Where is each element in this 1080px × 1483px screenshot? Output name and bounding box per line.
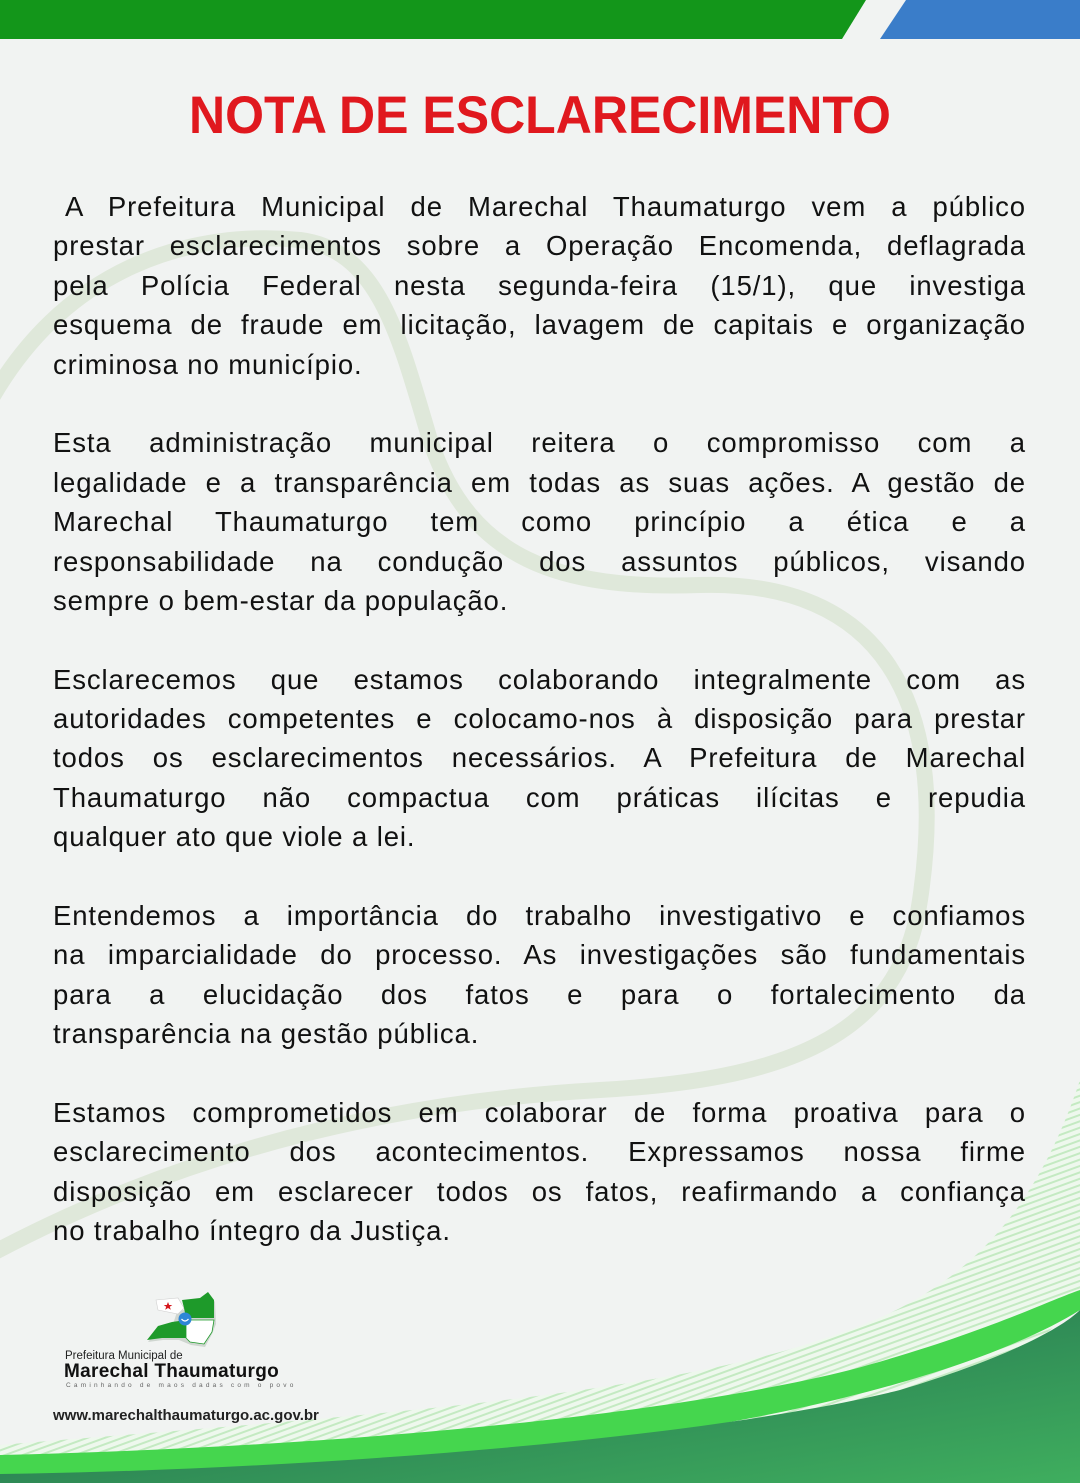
text-line: A Prefeitura Municipal de Marechal Thaumaturgo vem a público bbox=[65, 191, 1026, 222]
text-line: autoridades competentes e colocamo-nos à disposição para prestar bbox=[53, 703, 1026, 735]
text-line: Entendemos a importância do trabalho investigativo e confiamos bbox=[53, 900, 1026, 932]
text-line: esquema de fraude em licitação, lavagem de capitais e organização bbox=[53, 309, 1026, 341]
text-line: na imparcialidade do processo. As investigações são fundamentais bbox=[53, 939, 1026, 971]
website-link[interactable]: www.marechalthaumaturgo.ac.gov.br bbox=[53, 1407, 319, 1424]
acre-map-flag-logo-icon bbox=[142, 1288, 222, 1348]
logo-tagline: Caminhando de maos dadas com o povo bbox=[66, 1382, 297, 1389]
text-line: Marechal Thaumaturgo tem como princípio a ética e a bbox=[53, 506, 1026, 538]
text-line: Thaumaturgo não compactua com práticas ilícitas e repudia bbox=[53, 781, 1026, 813]
text-line: responsabilidade na condução dos assuntos públicos, visando bbox=[53, 545, 1026, 577]
text-line: disposição em esclarecer todos os fatos, reafirmando a confiança bbox=[53, 1175, 1026, 1207]
text-line: Esclarecemos que estamos colaborando integralmente com as bbox=[53, 663, 1026, 695]
paragraph bbox=[53, 423, 1026, 620]
text-line: legalidade e a transparência em todas as suas ações. A gestão de bbox=[53, 466, 1026, 498]
logo-line1: Prefeitura Municipal de bbox=[65, 1350, 183, 1362]
logo-blue-emblem bbox=[179, 1313, 192, 1326]
page-title: NOTA DE ESCLARECIMENTO bbox=[189, 85, 891, 145]
text-line: Estamos comprometidos em colaborar de forma proativa para o bbox=[53, 1096, 1026, 1128]
text-line: prestar esclarecimentos sobre a Operação Encomenda, deflagrada bbox=[53, 230, 1026, 262]
text-line: Esta administração municipal reitera o compromisso com a bbox=[53, 427, 1026, 459]
text-line: transparência na gestão pública. bbox=[53, 1018, 480, 1050]
paragraph bbox=[53, 660, 1026, 857]
top-blue-bar bbox=[880, 0, 1080, 39]
paragraph bbox=[53, 1093, 1026, 1251]
text-line: qualquer ato que viole a lei. bbox=[53, 821, 416, 853]
text-line: esclarecimento dos acontecimentos. Expressamos nossa firme bbox=[53, 1136, 1026, 1168]
statement-body bbox=[53, 187, 1026, 1290]
text-line: sempre o bem-estar da população. bbox=[53, 584, 509, 616]
top-green-bar bbox=[0, 0, 866, 39]
text-line: no trabalho íntegro da Justiça. bbox=[53, 1215, 451, 1247]
paragraph bbox=[53, 187, 1026, 384]
text-line: todos os esclarecimentos necessários. A Prefeitura de Marechal bbox=[53, 742, 1026, 774]
logo-line2: Marechal Thaumaturgo bbox=[64, 1361, 280, 1382]
text-line: criminosa no município. bbox=[53, 348, 363, 380]
text-line: pela Polícia Federal nesta segunda-feira (15/1), que investiga bbox=[53, 269, 1026, 301]
paragraph bbox=[53, 896, 1026, 1054]
text-line: para a elucidação dos fatos e para o fortalecimento da bbox=[53, 978, 1026, 1010]
logo-map-white-bottom bbox=[186, 1320, 214, 1344]
